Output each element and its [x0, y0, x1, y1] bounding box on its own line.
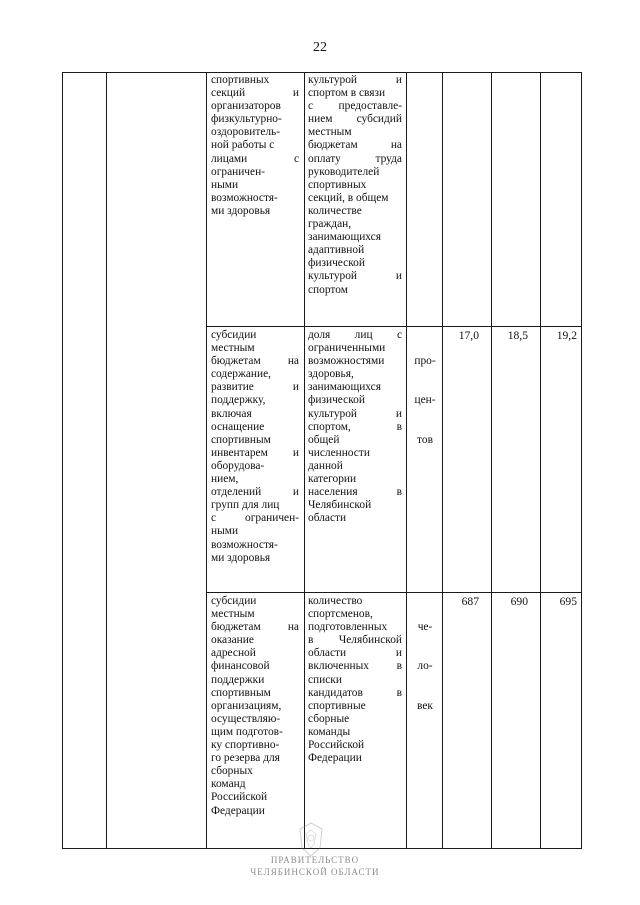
cell-line: секций, в общем: [308, 191, 389, 204]
cell-line: осуществляю-: [211, 712, 281, 725]
row-2-value-1: 17,0: [458, 329, 479, 342]
cell-line: спортсменов,: [308, 608, 373, 621]
cell-line: включая: [211, 407, 252, 420]
column-divider: [491, 72, 492, 849]
cell-line: про-: [414, 355, 436, 368]
cell-line: щим подготов-: [211, 725, 283, 738]
coat-of-arms-seal-icon: [296, 820, 326, 860]
cell-line: общей: [308, 433, 340, 446]
cell-line: спортивным: [211, 686, 271, 699]
cell-line: субсидии: [211, 329, 257, 341]
column-divider: [106, 72, 107, 849]
cell-line: спортом в связи: [308, 87, 386, 100]
cell-line: граждан,: [308, 218, 352, 231]
cell-line: кандидатов в: [308, 686, 402, 699]
cell-line: лицами с: [211, 152, 299, 165]
cell-line: субсидии: [211, 595, 257, 607]
cell-line: физкультурно-: [211, 113, 282, 126]
column-divider: [442, 72, 443, 849]
row-3-value-1: 687: [461, 595, 479, 608]
cell-line: местным: [211, 342, 255, 355]
cell-line: бюджетам на: [211, 621, 299, 634]
row-3-indicator-cell: [308, 595, 402, 765]
cell-line: культурой и: [308, 407, 402, 420]
cell-line: в Челябинской: [308, 634, 402, 647]
cell-line: культурой и: [308, 270, 402, 283]
cell-line: руководителей: [308, 165, 380, 178]
cell-line: ло-: [417, 660, 433, 673]
cell-line: бюджетам на: [308, 139, 402, 152]
cell-line: адаптивной: [308, 244, 365, 257]
cell-line: категории: [308, 473, 357, 486]
row-separator: [206, 326, 582, 327]
cell-line: возможностя-: [211, 191, 278, 204]
cell-line: спортом, в: [308, 420, 402, 433]
cell-line: возможностями: [308, 355, 385, 368]
cell-line: Российской: [308, 739, 365, 752]
cell-line: бюджетам на: [211, 355, 299, 368]
cell-line: занимающихся: [308, 381, 381, 394]
cell-line: Федерации: [308, 752, 362, 765]
cell-line: спортивных: [308, 178, 367, 191]
table-left-border: [62, 72, 63, 849]
cell-line: инвентарем и: [211, 446, 299, 459]
table-top-border: [62, 72, 582, 73]
cell-line: здоровья,: [308, 368, 354, 381]
cell-line: области: [308, 512, 347, 525]
column-divider: [540, 72, 541, 849]
cell-line: спортивных: [211, 74, 270, 86]
cell-line: сборные: [308, 712, 350, 725]
cell-line: ной работы с: [211, 139, 275, 152]
cell-line: ограниченными: [308, 342, 386, 355]
cell-line: организаторов: [211, 100, 281, 113]
cell-line: доля лиц с: [308, 329, 402, 341]
cell-line: физической: [308, 394, 365, 407]
column-divider: [406, 72, 407, 849]
cell-line: оказание: [211, 634, 254, 647]
cell-line: развитие и: [211, 381, 299, 394]
cell-line: поддержку,: [211, 394, 266, 407]
cell-line: возможностя-: [211, 538, 278, 551]
cell-line: ми здоровья: [211, 551, 271, 564]
cell-line: занимающихся: [308, 231, 381, 244]
cell-line: области и: [308, 647, 402, 660]
cell-line: ограничен-: [211, 165, 265, 178]
cell-line: нием субсидий: [308, 113, 402, 126]
cell-line: спортом: [308, 283, 348, 296]
cell-line: физической: [308, 257, 365, 270]
cell-line: подготовленных: [308, 621, 388, 634]
cell-line: команд: [211, 778, 246, 791]
table-right-border: [581, 72, 582, 849]
cell-line: го резерва для: [211, 752, 280, 765]
row-1-activity-cell: [211, 74, 299, 218]
row-2-unit-cell: [410, 329, 440, 460]
cell-line: численности: [308, 446, 370, 459]
cell-line: оснащение: [211, 420, 265, 433]
cell-line: с предоставле-: [308, 100, 402, 113]
row-2-value-2: 18,5: [507, 329, 528, 342]
column-divider: [304, 72, 305, 849]
column-divider: [206, 72, 207, 849]
cell-line: команды: [308, 725, 351, 738]
row-3-unit-cell: [410, 595, 440, 726]
cell-line: адресной: [211, 647, 256, 660]
cell-line: Российской: [211, 791, 268, 804]
row-2-activity-cell: [211, 329, 299, 565]
cell-line: местным: [211, 608, 255, 621]
cell-line: количестве: [308, 204, 362, 217]
cell-line: секций и: [211, 87, 299, 100]
row-2-indicator-cell: [308, 329, 402, 525]
cell-line: ку спортивно-: [211, 739, 280, 752]
cell-line: век: [417, 699, 433, 712]
cell-line: списки: [308, 673, 342, 686]
cell-line: тов: [417, 433, 433, 446]
cell-line: отделений и: [211, 486, 299, 499]
cell-line: поддержки: [211, 673, 265, 686]
cell-line: спортивным: [211, 433, 271, 446]
cell-line: количество: [308, 595, 363, 607]
cell-line: данной: [308, 459, 343, 472]
cell-line: включенных в: [308, 660, 402, 673]
cell-line: содержание,: [211, 368, 271, 381]
row-3-value-3: 695: [559, 595, 577, 608]
row-3-value-2: 690: [510, 595, 528, 608]
cell-line: цен-: [414, 394, 436, 407]
cell-line: местным: [308, 126, 352, 139]
cell-line: ми здоровья: [211, 204, 271, 217]
cell-line: сборных: [211, 765, 253, 778]
row-3-activity-cell: [211, 595, 299, 818]
cell-line: финансовой: [211, 660, 270, 673]
cell-line: оплату труда: [308, 152, 402, 165]
cell-line: групп для лиц: [211, 499, 280, 512]
cell-line: Федерации: [211, 804, 265, 817]
cell-line: организациям,: [211, 699, 282, 712]
stamp-line-2: ЧЕЛЯБИНСКОЙ ОБЛАСТИ: [250, 867, 380, 877]
cell-line: спортивные: [308, 699, 366, 712]
cell-line: ными: [211, 525, 239, 538]
cell-line: че-: [417, 621, 433, 634]
cell-line: населения в: [308, 486, 402, 499]
cell-line: нием,: [211, 473, 239, 486]
stamp-line-1: ПРАВИТЕЛЬСТВО: [270, 855, 360, 865]
cell-line: оздоровитель-: [211, 126, 281, 139]
row-2-value-3: 19,2: [556, 329, 577, 342]
row-1-indicator-cell: [308, 74, 402, 297]
cell-line: ными: [211, 178, 239, 191]
row-separator: [206, 592, 582, 593]
page-number: 22: [313, 40, 327, 55]
cell-line: Челябинской: [308, 499, 372, 512]
cell-line: оборудова-: [211, 459, 265, 472]
cell-line: культурой и: [308, 74, 402, 86]
cell-line: с ограничен-: [211, 512, 299, 525]
